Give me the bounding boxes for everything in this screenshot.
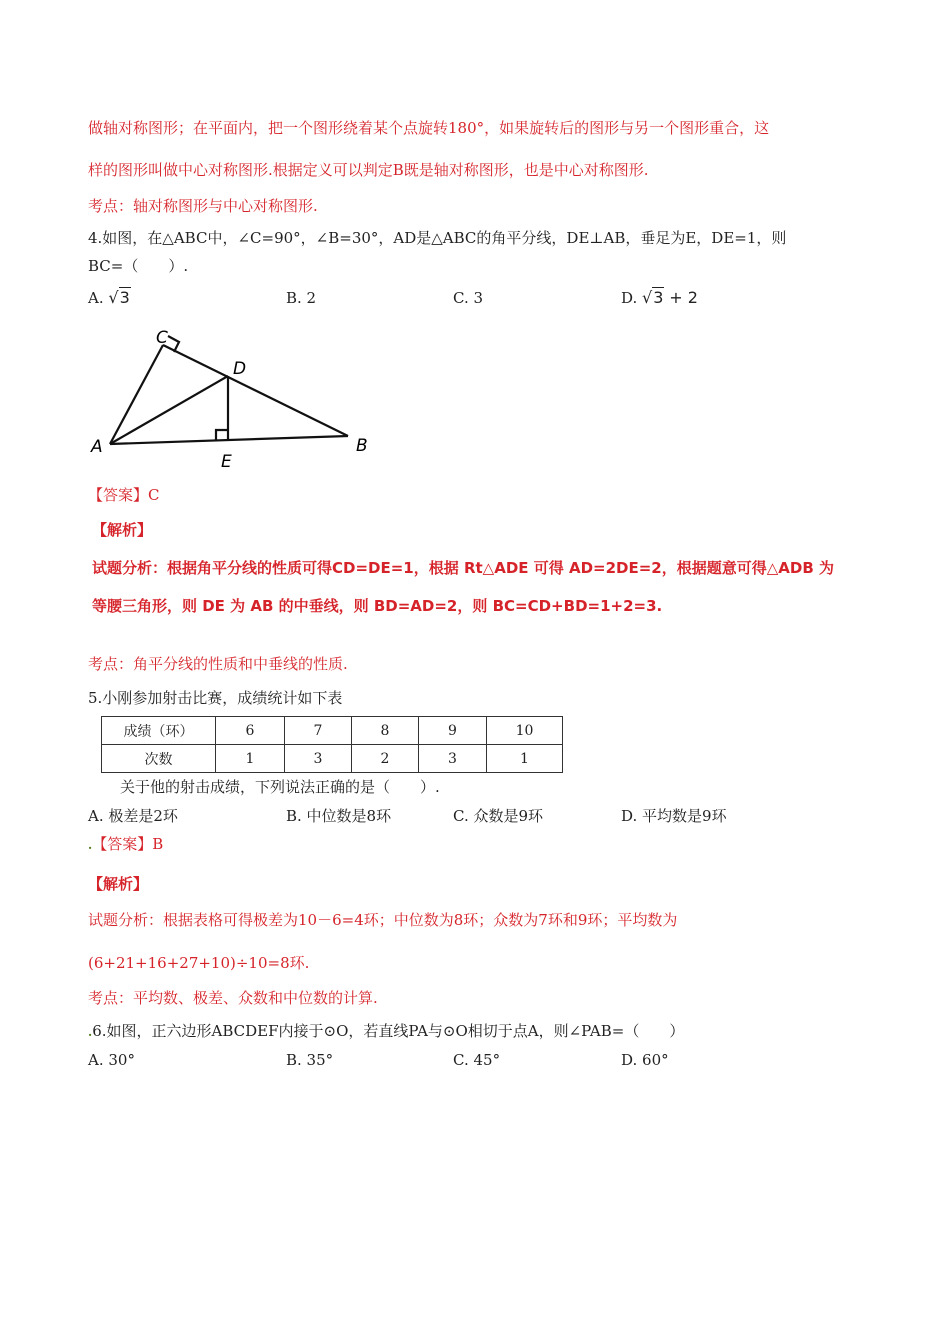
- sqrt-icon: √3: [108, 288, 130, 307]
- table-cell: 成绩（环）: [102, 717, 216, 745]
- q6-option-a: A. 30°: [88, 1051, 135, 1069]
- q4-answer: 【答案】C: [88, 486, 160, 504]
- q6-stem-text: 6.如图，正六边形ABCDEF内接于⊙O，若直线PA与⊙O相切于点A，则∠PAB=（ ）: [92, 1022, 685, 1040]
- table-cell: 2: [352, 745, 419, 773]
- q5-option-b: B. 中位数是8环: [286, 807, 392, 825]
- q5-jiexi-heading: 【解析】: [88, 875, 149, 893]
- q4-option-c: C. 3: [453, 289, 484, 307]
- point-label-b: B: [356, 436, 368, 456]
- table-cell: 7: [285, 717, 352, 745]
- q5-answer: [88, 834, 163, 855]
- table-cell: 1: [487, 745, 563, 773]
- q4-option-a: [88, 288, 131, 308]
- q4-jiexi-heading: 【解析】: [92, 521, 153, 539]
- table-cell: 10: [487, 717, 563, 745]
- prev-kaodian: 考点：轴对称图形与中心对称图形.: [88, 197, 318, 215]
- q6-stem: [88, 1021, 684, 1042]
- side-cb: [163, 345, 348, 436]
- score-table: [101, 716, 563, 773]
- point-label-a: A: [91, 437, 103, 457]
- q5-stem: 5.小刚参加射击比赛，成绩统计如下表: [88, 689, 343, 707]
- q4-option-a-label: A.: [88, 289, 104, 307]
- q4-stem-line-2: BC=（ ）.: [88, 257, 189, 275]
- q4-option-b: B. 2: [286, 289, 317, 307]
- q5-question: 关于他的射击成绩，下列说法正确的是（ ）.: [120, 778, 440, 796]
- q4-option-d-tail: + 2: [669, 288, 698, 307]
- table-cell: 次数: [102, 745, 216, 773]
- triangle-figure: [85, 322, 385, 472]
- point-label-c: C: [156, 328, 168, 348]
- table-cell: 9: [419, 717, 487, 745]
- table-row: [102, 745, 563, 773]
- q5-kaodian: 考点：平均数、极差、众数和中位数的计算.: [88, 989, 378, 1007]
- q4-option-d-label: D.: [621, 289, 638, 307]
- point-label-e: E: [221, 452, 232, 472]
- q5-answer-text: 【答案】B: [92, 835, 164, 853]
- q5-option-d: D. 平均数是9环: [621, 807, 727, 825]
- q4-analysis-line-2: 等腰三角形，则 DE 为 AB 的中垂线，则 BD=AD=2，则 BC=CD+BD=1+2=3.: [92, 597, 663, 615]
- table-cell: 6: [216, 717, 285, 745]
- right-angle-e-icon: [216, 430, 228, 440]
- prev-analysis-line-2: 样的图形叫做中心对称图形.根据定义可以判定B既是轴对称图形，也是中心对称图形.: [88, 161, 649, 179]
- dot-mark-icon: .: [88, 1025, 93, 1039]
- q5-option-a: A. 极差是2环: [88, 807, 178, 825]
- q4-stem-line-1: 4.如图，在△ABC中，∠C=90°，∠B=30°，AD是△ABC的角平分线，DE⊥AB，垂足为E，DE=1，则: [88, 229, 787, 247]
- q6-option-d: D. 60°: [621, 1051, 669, 1069]
- prev-analysis-line-1: 做轴对称图形；在平面内，把一个图形绕着某个点旋转180°，如果旋转后的图形与另一个图形重合，这: [88, 119, 770, 137]
- q6-option-b: B. 35°: [286, 1051, 334, 1069]
- dot-mark-icon: .: [88, 838, 93, 852]
- q5-option-c: C. 众数是9环: [453, 807, 544, 825]
- table-row: [102, 717, 563, 745]
- q4-option-d: [621, 288, 698, 308]
- point-label-d: D: [233, 359, 247, 379]
- table-cell: 8: [352, 717, 419, 745]
- sqrt-icon: √3: [642, 288, 664, 307]
- q5-analysis-line-1: 试题分析：根据表格可得极差为10－6=4环；中位数为8环；众数为7环和9环；平均数为: [88, 911, 678, 929]
- q4-option-a-radicand: 3: [119, 288, 130, 307]
- q4-analysis-line-1: 试题分析：根据角平分线的性质可得CD=DE=1，根据 Rt△ADE 可得 AD=2DE=2，根据题意可得△ADB 为: [92, 559, 834, 577]
- table-cell: 3: [419, 745, 487, 773]
- q5-analysis-line-2: (6+21+16+27+10)÷10=8环.: [88, 954, 310, 972]
- q4-kaodian: 考点：角平分线的性质和中垂线的性质.: [88, 655, 348, 673]
- q4-option-d-radicand: 3: [653, 288, 664, 307]
- table-cell: 1: [216, 745, 285, 773]
- table-cell: 3: [285, 745, 352, 773]
- q6-option-c: C. 45°: [453, 1051, 501, 1069]
